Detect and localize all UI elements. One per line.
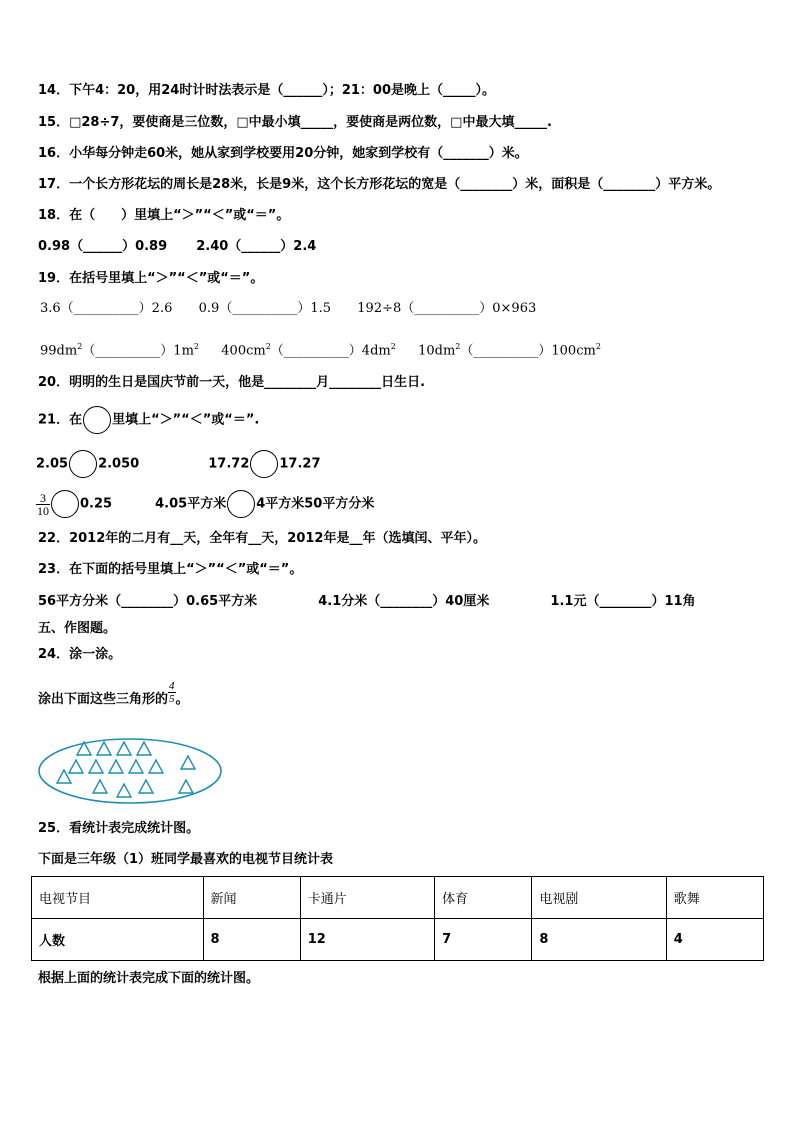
q19-row2-a-right: （__________）1m [82, 343, 194, 359]
triangle-shape[interactable] [139, 780, 153, 793]
q21-title-post: 里填上“＞”“＜”或“＝”. [112, 412, 260, 428]
table-cell: 12 [300, 919, 434, 961]
table-cell: 7 [435, 919, 532, 961]
answer-circle[interactable] [227, 490, 255, 518]
q21-a-right: 2.050 [98, 456, 140, 472]
q24-tail: 。 [175, 692, 189, 707]
exponent: 2 [77, 342, 83, 351]
tv-program-table [31, 876, 764, 961]
section-5-heading: 五、作图题。 [38, 621, 117, 636]
table-cell: 8 [532, 919, 666, 961]
triangle-shape[interactable] [117, 784, 131, 797]
answer-circle[interactable] [250, 450, 278, 478]
q21-b-right: 17.27 [279, 456, 321, 472]
triangle-shape[interactable] [69, 760, 83, 773]
question-18-items [38, 238, 316, 256]
question-23-items [38, 593, 696, 611]
triangle-shape[interactable] [89, 760, 103, 773]
triangle-group [57, 742, 195, 797]
question-21-row1 [36, 450, 321, 478]
q19-row2-b-right: （__________）4dm [270, 343, 391, 359]
table-cell: 电视剧 [532, 877, 666, 919]
triangle-shape[interactable] [181, 756, 195, 769]
triangle-shape[interactable] [97, 742, 111, 755]
table-title: 下面是三年级（1）班同学最喜欢的电视节目统计表 [38, 852, 334, 867]
q23-item-3: 1.1元（________）11角 [550, 594, 696, 609]
q18-item-2: 2.40（______）2.4 [196, 239, 317, 254]
table-cell: 体育 [435, 877, 532, 919]
exponent: 2 [193, 342, 199, 351]
triangle-shape[interactable] [117, 742, 131, 755]
triangle-shape[interactable] [129, 760, 143, 773]
fraction: $\frac{3}{10}$ [37, 490, 49, 518]
q21-b-left: 17.72 [208, 456, 250, 472]
question-15: 15．□28÷7，要使商是三位数，□中最小填_____，要使商是两位数，□中最大填_____. [38, 115, 552, 130]
table-cell: 新闻 [203, 877, 300, 919]
question-19-row1 [40, 300, 536, 318]
q19-row2-b-left: 400cm [221, 343, 266, 359]
table-cell: 卡通片 [300, 877, 434, 919]
q21-d-right: 4平方米50平方分米 [256, 496, 375, 512]
triangles-ellipse-figure [34, 734, 234, 808]
question-23-title: 23．在下面的括号里填上“＞”“＜”或“＝”。 [38, 562, 303, 577]
question-20: 20．明明的生日是国庆节前一天，他是________月________日生日. [38, 375, 426, 390]
q19-item-2: 0.9（__________）1.5 [198, 301, 331, 316]
question-24-title: 24．涂一涂。 [38, 647, 122, 662]
table-cell: 电视节目 [32, 877, 204, 919]
q21-d-left: 4.05平方米 [155, 496, 227, 512]
triangle-shape[interactable] [149, 760, 163, 773]
question-17: 17．一个长方形花坛的周长是28米，长是9米，这个长方形花坛的宽是（________）米，面积是（________）平方米。 [38, 177, 721, 192]
question-19-title: 19．在括号里填上“＞”“＜”或“＝”。 [38, 271, 264, 286]
q19-item-3: 192÷8（__________）0×963 [357, 301, 537, 316]
q19-item-1: 3.6（__________）2.6 [40, 301, 173, 316]
q19-row2-c-left: 10dm [418, 343, 456, 359]
triangle-shape[interactable] [109, 760, 123, 773]
table-header-row [32, 877, 764, 919]
q23-item-2: 4.1分米（________）40厘米 [318, 594, 490, 609]
table-cell: 4 [666, 919, 763, 961]
table-cell: 歌舞 [666, 877, 763, 919]
fraction: $\frac{4}{5}$ [169, 680, 175, 705]
q19-row2-a-left: 99dm [40, 343, 78, 359]
question-18-title: 18．在（ ）里填上“＞”“＜”或“＝”。 [38, 208, 290, 223]
answer-circle[interactable] [51, 490, 79, 518]
question-16: 16．小华每分钟走60米，她从家到学校要用20分钟，她家到学校有（_______）米。 [38, 146, 528, 161]
q21-c-right: 0.25 [80, 496, 113, 512]
question-25-footer: 根据上面的统计表完成下面的统计图。 [38, 971, 260, 986]
question-19-row2 [40, 338, 601, 360]
exponent: 2 [455, 342, 461, 351]
question-24-text [38, 680, 189, 711]
question-25-title: 25．看统计表完成统计图。 [38, 821, 200, 836]
q21-title-pre: 21．在 [38, 412, 83, 428]
triangle-shape[interactable] [179, 780, 193, 793]
q24-text: 涂出下面这些三角形的 [38, 692, 169, 707]
q18-item-1: 0.98（______）0.89 [38, 239, 168, 254]
exponent: 2 [390, 342, 396, 351]
q21-a-left: 2.05 [36, 456, 69, 472]
table-row [32, 919, 764, 961]
question-21-row2 [36, 490, 374, 518]
q19-row2-c-right: （__________）100cm [460, 343, 596, 359]
triangle-shape[interactable] [93, 780, 107, 793]
answer-circle[interactable] [69, 450, 97, 478]
exponent: 2 [265, 342, 271, 351]
table-cell: 人数 [32, 919, 204, 961]
question-22: 22．2012年的二月有__天，全年有__天，2012年是__年（选填闰、平年）。 [38, 531, 486, 546]
exponent: 2 [595, 342, 601, 351]
triangle-shape[interactable] [137, 742, 151, 755]
table-cell: 8 [203, 919, 300, 961]
q23-item-1: 56平方分米（________）0.65平方米 [38, 594, 258, 609]
question-14: 14．下午4：20，用24时计时法表示是（______）；21：00是晚上（_____）。 [38, 83, 495, 98]
answer-circle [83, 406, 111, 434]
question-21-title [38, 406, 259, 434]
